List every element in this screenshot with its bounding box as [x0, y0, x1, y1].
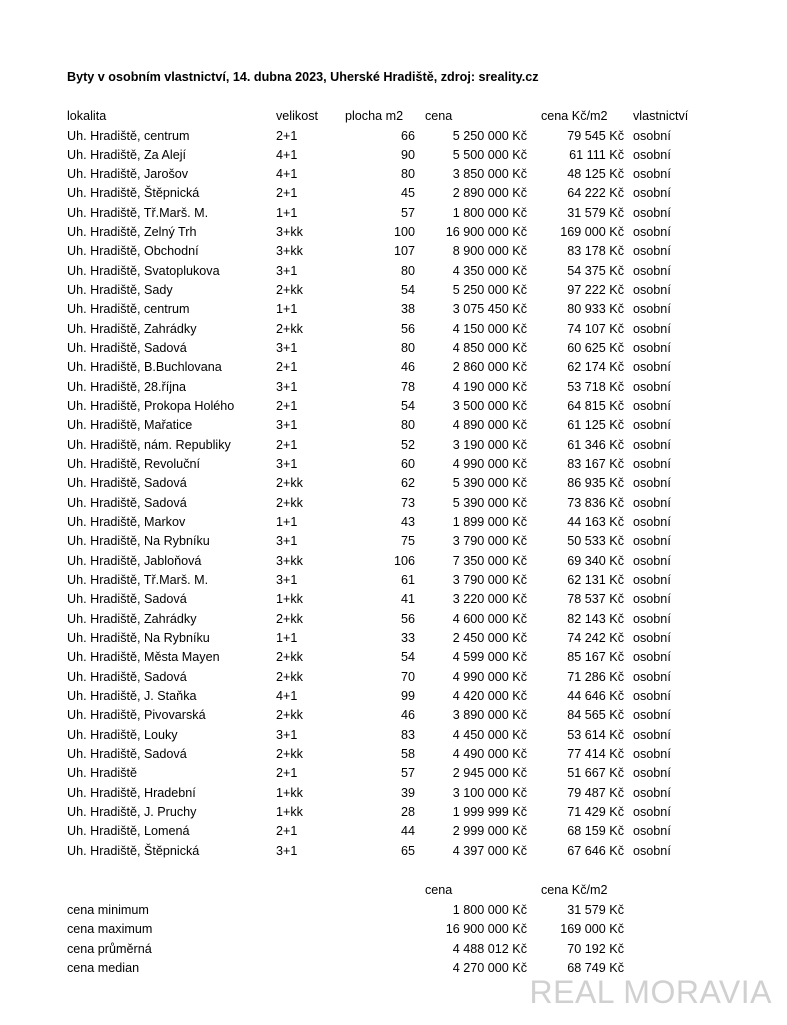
- table-row: [0, 455, 787, 474]
- cell-vlastnictvi: osobní: [633, 727, 671, 742]
- cell-cena: 4 397 000 Kč: [452, 843, 527, 858]
- cell-cena: 4 599 000 Kč: [452, 650, 527, 665]
- cell-cena-m2: 61 111 Kč: [569, 147, 624, 162]
- cell-velikost: 2+1: [276, 824, 298, 839]
- cell-cena-m2: 82 143 Kč: [567, 611, 624, 626]
- cell-cena-m2: 97 222 Kč: [567, 283, 624, 298]
- cell-lokalita: Uh. Hradiště, Markov: [67, 515, 186, 530]
- cell-vlastnictvi: osobní: [633, 824, 671, 839]
- cell-plocha: 44: [400, 824, 415, 839]
- table-row: [0, 532, 787, 551]
- cell-velikost: 2+kk: [276, 708, 303, 723]
- cell-lokalita: Uh. Hradiště: [67, 766, 137, 781]
- cell-vlastnictvi: osobní: [633, 283, 671, 298]
- cell-plocha: 66: [400, 128, 415, 143]
- cell-lokalita: Uh. Hradiště, J. Staňka: [67, 689, 197, 704]
- cell-cena-m2: 79 487 Kč: [567, 785, 624, 800]
- cell-velikost: 3+1: [276, 534, 298, 549]
- cell-vlastnictvi: osobní: [633, 457, 671, 472]
- cell-cena-m2: 50 533 Kč: [567, 534, 624, 549]
- cell-lokalita: Uh. Hradiště, Sadová: [67, 747, 187, 762]
- table-row: [0, 378, 787, 397]
- cell-plocha: 107: [393, 244, 415, 259]
- cell-plocha: 61: [400, 573, 415, 588]
- summary-cena: 1 800 000 Kč: [452, 903, 527, 917]
- cell-plocha: 39: [400, 785, 415, 800]
- cell-velikost: 2+kk: [276, 611, 303, 626]
- summary-row: [0, 940, 787, 959]
- cell-lokalita: Uh. Hradiště, Jarošov: [67, 167, 189, 182]
- cell-velikost: 2+kk: [276, 495, 303, 510]
- table-row: [0, 397, 787, 416]
- cell-vlastnictvi: osobní: [633, 747, 671, 762]
- cell-cena-m2: 84 565 Kč: [567, 708, 624, 723]
- table-row: [0, 687, 787, 706]
- cell-lokalita: Uh. Hradiště, Sadová: [67, 495, 187, 510]
- cell-cena-m2: 31 579 Kč: [567, 205, 624, 220]
- cell-cena: 3 890 000 Kč: [452, 708, 527, 723]
- cell-vlastnictvi: osobní: [633, 186, 671, 201]
- cell-cena-m2: 79 545 Kč: [567, 128, 624, 143]
- cell-velikost: 2+kk: [276, 747, 303, 762]
- cell-vlastnictvi: osobní: [633, 167, 671, 182]
- page-title: Byty v osobním vlastnictví, 14. dubna 2023, Uherské Hradiště, zdroj: sreality.cz: [67, 70, 539, 84]
- cell-cena: 8 900 000 Kč: [452, 244, 527, 259]
- cell-lokalita: Uh. Hradiště, Pivovarská: [67, 708, 206, 723]
- summary-row: [0, 920, 787, 939]
- cell-cena: 4 990 000 Kč: [452, 669, 527, 684]
- table-row: [0, 281, 787, 300]
- cell-lokalita: Uh. Hradiště, Tř.Marš. M.: [67, 205, 209, 220]
- cell-velikost: 2+kk: [276, 321, 303, 336]
- cell-cena: 4 350 000 Kč: [452, 263, 527, 278]
- cell-cena-m2: 51 667 Kč: [567, 766, 624, 781]
- cell-plocha: 65: [400, 843, 415, 858]
- cell-plocha: 56: [400, 611, 415, 626]
- cell-plocha: 58: [400, 747, 415, 762]
- cell-plocha: 45: [400, 186, 415, 201]
- cell-velikost: 3+kk: [276, 244, 303, 259]
- cell-vlastnictvi: osobní: [633, 515, 671, 530]
- cell-lokalita: Uh. Hradiště, Mařatice: [67, 418, 193, 433]
- cell-cena: 4 420 000 Kč: [452, 689, 527, 704]
- cell-lokalita: Uh. Hradiště, Na Rybníku: [67, 631, 210, 646]
- cell-cena-m2: 74 107 Kč: [567, 321, 624, 336]
- cell-lokalita: Uh. Hradiště, Jabloňová: [67, 553, 202, 568]
- table-row: [0, 552, 787, 571]
- cell-cena: 3 850 000 Kč: [452, 167, 527, 182]
- cell-cena: 1 899 000 Kč: [452, 515, 527, 530]
- cell-lokalita: Uh. Hradiště, nám. Republiky: [67, 437, 231, 452]
- cell-cena-m2: 62 131 Kč: [567, 573, 624, 588]
- cell-vlastnictvi: osobní: [633, 244, 671, 259]
- cell-cena: 2 450 000 Kč: [452, 631, 527, 646]
- cell-lokalita: Uh. Hradiště, Sady: [67, 283, 173, 298]
- cell-cena-m2: 64 815 Kč: [567, 399, 624, 414]
- cell-plocha: 99: [400, 689, 415, 704]
- cell-velikost: 3+1: [276, 341, 298, 356]
- cell-vlastnictvi: osobní: [633, 650, 671, 665]
- summary-cena-m2: 70 192 Kč: [567, 941, 624, 956]
- summary-cena: 4 488 012 Kč: [452, 941, 527, 956]
- cell-vlastnictvi: osobní: [633, 553, 671, 568]
- cell-velikost: 2+1: [276, 360, 298, 375]
- cell-cena: 4 450 000 Kč: [452, 727, 527, 742]
- cell-plocha: 41: [400, 592, 415, 607]
- cell-velikost: 2+1: [276, 766, 298, 781]
- cell-velikost: 1+1: [276, 515, 298, 530]
- cell-velikost: 3+1: [276, 379, 298, 394]
- cell-cena: 1 800 000 Kč: [452, 205, 527, 220]
- table-row: [0, 146, 787, 165]
- cell-lokalita: Uh. Hradiště, Lomená: [67, 824, 190, 839]
- header-lokalita: lokalita: [67, 109, 107, 123]
- cell-cena: 2 890 000 Kč: [452, 186, 527, 201]
- cell-velikost: 2+1: [276, 437, 298, 452]
- cell-cena-m2: 67 646 Kč: [567, 843, 624, 858]
- cell-plocha: 52: [400, 437, 415, 452]
- cell-cena: 3 790 000 Kč: [452, 573, 527, 588]
- summary-cena-m2: 31 579 Kč: [567, 903, 624, 917]
- cell-velikost: 2+kk: [276, 650, 303, 665]
- cell-plocha: 46: [400, 360, 415, 375]
- cell-vlastnictvi: osobní: [633, 341, 671, 356]
- cell-lokalita: Uh. Hradiště, Zahrádky: [67, 611, 197, 626]
- cell-cena-m2: 83 167 Kč: [567, 457, 624, 472]
- cell-velikost: 3+kk: [276, 225, 303, 240]
- cell-velikost: 1+kk: [276, 785, 303, 800]
- cell-cena: 2 860 000 Kč: [452, 360, 527, 375]
- cell-cena-m2: 53 718 Kč: [567, 379, 624, 394]
- cell-cena: 16 900 000 Kč: [445, 225, 527, 240]
- cell-vlastnictvi: osobní: [633, 611, 671, 626]
- cell-velikost: 2+kk: [276, 669, 303, 684]
- summary-header-cena: cena: [425, 883, 453, 897]
- cell-plocha: 38: [400, 302, 415, 317]
- cell-lokalita: Uh. Hradiště, Sadová: [67, 476, 187, 491]
- cell-vlastnictvi: osobní: [633, 669, 671, 684]
- cell-lokalita: Uh. Hradiště, Louky: [67, 727, 178, 742]
- table-row: [0, 706, 787, 725]
- cell-velikost: 1+kk: [276, 592, 303, 607]
- cell-plocha: 80: [400, 341, 415, 356]
- cell-lokalita: Uh. Hradiště, Štěpnická: [67, 186, 200, 201]
- watermark: REAL MORAVIA: [529, 974, 772, 1010]
- cell-lokalita: Uh. Hradiště, Sadová: [67, 669, 187, 684]
- cell-cena-m2: 61 346 Kč: [567, 437, 624, 452]
- cell-cena-m2: 83 178 Kč: [567, 244, 624, 259]
- cell-vlastnictvi: osobní: [633, 437, 671, 452]
- cell-vlastnictvi: osobní: [633, 495, 671, 510]
- cell-cena-m2: 78 537 Kč: [567, 592, 624, 607]
- cell-vlastnictvi: osobní: [633, 785, 671, 800]
- cell-cena: 2 945 000 Kč: [452, 766, 527, 781]
- cell-cena: 4 190 000 Kč: [452, 379, 527, 394]
- cell-cena: 5 390 000 Kč: [452, 495, 527, 510]
- table-row: [0, 590, 787, 609]
- header-velikost: velikost: [276, 109, 318, 123]
- cell-cena: 4 890 000 Kč: [452, 418, 527, 433]
- cell-plocha: 57: [400, 205, 415, 220]
- table-row: [0, 610, 787, 629]
- cell-velikost: 1+1: [276, 302, 298, 317]
- cell-vlastnictvi: osobní: [633, 321, 671, 336]
- cell-cena-m2: 74 242 Kč: [567, 631, 624, 646]
- cell-velikost: 2+kk: [276, 283, 303, 298]
- table-row: [0, 474, 787, 493]
- cell-vlastnictvi: osobní: [633, 360, 671, 375]
- cell-lokalita: Uh. Hradiště, B.Buchlovana: [67, 360, 222, 375]
- cell-vlastnictvi: osobní: [633, 805, 671, 820]
- cell-plocha: 54: [400, 399, 415, 414]
- cell-velikost: 2+kk: [276, 476, 303, 491]
- cell-lokalita: Uh. Hradiště, Hradební: [67, 785, 196, 800]
- cell-plocha: 80: [400, 167, 415, 182]
- table-row: [0, 648, 787, 667]
- cell-plocha: 54: [400, 283, 415, 298]
- table-row: [0, 358, 787, 377]
- cell-vlastnictvi: osobní: [633, 766, 671, 781]
- cell-cena-m2: 48 125 Kč: [567, 167, 624, 182]
- cell-cena: 3 500 000 Kč: [452, 399, 527, 414]
- table-row: [0, 300, 787, 319]
- cell-plocha: 73: [400, 495, 415, 510]
- cell-vlastnictvi: osobní: [633, 147, 671, 162]
- cell-lokalita: Uh. Hradiště, Revoluční: [67, 457, 200, 472]
- cell-velikost: 3+1: [276, 727, 298, 742]
- summary-label: cena median: [67, 960, 140, 975]
- table-row: [0, 262, 787, 281]
- header-cena-m2: cena Kč/m2: [541, 109, 608, 123]
- cell-lokalita: Uh. Hradiště, Sadová: [67, 341, 187, 356]
- cell-cena: 4 490 000 Kč: [452, 747, 527, 762]
- cell-vlastnictvi: osobní: [633, 843, 671, 858]
- cell-cena-m2: 77 414 Kč: [567, 747, 624, 762]
- cell-lokalita: Uh. Hradiště, Obchodní: [67, 244, 199, 259]
- cell-velikost: 2+1: [276, 186, 298, 201]
- cell-cena: 4 600 000 Kč: [452, 611, 527, 626]
- cell-vlastnictvi: osobní: [633, 573, 671, 588]
- cell-lokalita: Uh. Hradiště, 28.října: [67, 379, 186, 394]
- table-row: [0, 571, 787, 590]
- cell-cena-m2: 61 125 Kč: [567, 418, 624, 433]
- table-row: [0, 436, 787, 455]
- cell-velikost: 3+1: [276, 573, 298, 588]
- cell-vlastnictvi: osobní: [633, 534, 671, 549]
- cell-cena-m2: 73 836 Kč: [567, 495, 624, 510]
- cell-cena-m2: 85 167 Kč: [567, 650, 624, 665]
- summary-header-cena-m2: cena Kč/m2: [541, 883, 608, 897]
- table-row: [0, 339, 787, 358]
- table-row: [0, 165, 787, 184]
- cell-lokalita: Uh. Hradiště, centrum: [67, 128, 190, 143]
- cell-cena-m2: 53 614 Kč: [567, 727, 624, 742]
- cell-vlastnictvi: osobní: [633, 128, 671, 143]
- summary-header-row: [0, 881, 787, 900]
- table-row: [0, 127, 787, 146]
- cell-lokalita: Uh. Hradiště, Zelný Trh: [67, 225, 197, 240]
- cell-plocha: 90: [400, 147, 415, 162]
- cell-vlastnictvi: osobní: [633, 263, 671, 278]
- cell-cena-m2: 44 646 Kč: [567, 689, 624, 704]
- cell-cena-m2: 71 286 Kč: [567, 669, 624, 684]
- table-row: [0, 629, 787, 648]
- summary-label: cena minimum: [67, 903, 149, 917]
- cell-cena: 3 075 450 Kč: [452, 302, 527, 317]
- cell-lokalita: Uh. Hradiště, Prokopa Holého: [67, 399, 235, 414]
- cell-velikost: 1+1: [276, 205, 298, 220]
- cell-velikost: 4+1: [276, 167, 298, 182]
- cell-plocha: 70: [400, 669, 415, 684]
- header-vlastnictvi: vlastnictví: [633, 109, 689, 123]
- cell-velikost: 3+1: [276, 457, 298, 472]
- header-plocha: plocha m2: [345, 109, 404, 123]
- summary-cena: 4 270 000 Kč: [452, 960, 527, 975]
- cell-velikost: 1+1: [276, 631, 298, 646]
- cell-cena: 4 850 000 Kč: [452, 341, 527, 356]
- cell-vlastnictvi: osobní: [633, 689, 671, 704]
- cell-cena-m2: 64 222 Kč: [567, 186, 624, 201]
- cell-vlastnictvi: osobní: [633, 708, 671, 723]
- cell-velikost: 1+kk: [276, 805, 303, 820]
- cell-velikost: 2+1: [276, 128, 298, 143]
- table-row: [0, 842, 787, 861]
- table-row: [0, 822, 787, 841]
- table-header-row: [0, 107, 787, 126]
- cell-cena-m2: 69 340 Kč: [567, 553, 624, 568]
- cell-velikost: 4+1: [276, 147, 298, 162]
- cell-plocha: 106: [393, 553, 415, 568]
- table-row: [0, 223, 787, 242]
- cell-lokalita: Uh. Hradiště, Zahrádky: [67, 321, 197, 336]
- header-cena: cena: [425, 109, 453, 123]
- summary-cena-m2: 169 000 Kč: [560, 922, 624, 937]
- summary-label: cena maximum: [67, 922, 153, 937]
- cell-cena-m2: 68 159 Kč: [567, 824, 624, 839]
- cell-vlastnictvi: osobní: [633, 225, 671, 240]
- cell-vlastnictvi: osobní: [633, 399, 671, 414]
- table-row: [0, 803, 787, 822]
- cell-plocha: 100: [393, 225, 415, 240]
- cell-plocha: 54: [400, 650, 415, 665]
- cell-vlastnictvi: osobní: [633, 302, 671, 317]
- cell-cena-m2: 54 375 Kč: [567, 263, 624, 278]
- cell-plocha: 43: [400, 515, 415, 530]
- cell-lokalita: Uh. Hradiště, Svatoplukova: [67, 263, 220, 278]
- cell-cena: 1 999 999 Kč: [452, 805, 527, 820]
- cell-plocha: 33: [400, 631, 415, 646]
- table-row: [0, 513, 787, 532]
- cell-lokalita: Uh. Hradiště, Na Rybníku: [67, 534, 210, 549]
- summary-row: [0, 901, 787, 920]
- cell-cena-m2: 60 625 Kč: [567, 341, 624, 356]
- cell-cena-m2: 44 163 Kč: [567, 515, 624, 530]
- table-row: [0, 745, 787, 764]
- cell-velikost: 3+kk: [276, 553, 303, 568]
- cell-cena-m2: 169 000 Kč: [560, 225, 624, 240]
- cell-cena: 3 100 000 Kč: [452, 785, 527, 800]
- table-row: [0, 184, 787, 203]
- table-row: [0, 668, 787, 687]
- cell-velikost: 3+1: [276, 843, 298, 858]
- cell-cena: 5 250 000 Kč: [452, 128, 527, 143]
- cell-lokalita: Uh. Hradiště, Za Alejí: [67, 147, 186, 162]
- cell-plocha: 80: [400, 263, 415, 278]
- table-row: [0, 494, 787, 513]
- table-row: [0, 242, 787, 261]
- cell-lokalita: Uh. Hradiště, centrum: [67, 302, 190, 317]
- cell-cena: 5 500 000 Kč: [452, 147, 527, 162]
- cell-cena-m2: 80 933 Kč: [567, 302, 624, 317]
- cell-plocha: 56: [400, 321, 415, 336]
- cell-cena: 3 790 000 Kč: [452, 534, 527, 549]
- cell-vlastnictvi: osobní: [633, 379, 671, 394]
- table-row: [0, 204, 787, 223]
- cell-cena: 4 990 000 Kč: [452, 457, 527, 472]
- cell-lokalita: Uh. Hradiště, Tř.Marš. M.: [67, 573, 209, 588]
- cell-vlastnictvi: osobní: [633, 476, 671, 491]
- table-row: [0, 416, 787, 435]
- cell-lokalita: Uh. Hradiště, Sadová: [67, 592, 187, 607]
- cell-plocha: 78: [400, 379, 415, 394]
- cell-velikost: 2+1: [276, 399, 298, 414]
- cell-cena-m2: 62 174 Kč: [567, 360, 624, 375]
- table-row: [0, 726, 787, 745]
- cell-vlastnictvi: osobní: [633, 205, 671, 220]
- cell-velikost: 3+1: [276, 418, 298, 433]
- cell-lokalita: Uh. Hradiště, J. Pruchy: [67, 805, 197, 820]
- cell-vlastnictvi: osobní: [633, 418, 671, 433]
- cell-plocha: 75: [400, 534, 415, 549]
- cell-cena: 4 150 000 Kč: [452, 321, 527, 336]
- cell-lokalita: Uh. Hradiště, Města Mayen: [67, 650, 220, 665]
- summary-cena: 16 900 000 Kč: [445, 922, 527, 937]
- cell-vlastnictvi: osobní: [633, 631, 671, 646]
- cell-cena: 5 390 000 Kč: [452, 476, 527, 491]
- cell-lokalita: Uh. Hradiště, Štěpnická: [67, 843, 200, 858]
- cell-cena: 3 190 000 Kč: [452, 437, 527, 452]
- table-row: [0, 320, 787, 339]
- cell-cena-m2: 71 429 Kč: [567, 805, 624, 820]
- cell-plocha: 28: [400, 805, 415, 820]
- cell-cena-m2: 86 935 Kč: [567, 476, 624, 491]
- cell-plocha: 46: [400, 708, 415, 723]
- cell-cena: 3 220 000 Kč: [452, 592, 527, 607]
- summary-label: cena průměrná: [67, 941, 152, 956]
- cell-cena: 7 350 000 Kč: [452, 553, 527, 568]
- cell-cena: 2 999 000 Kč: [452, 824, 527, 839]
- cell-velikost: 3+1: [276, 263, 298, 278]
- cell-plocha: 83: [400, 727, 415, 742]
- cell-vlastnictvi: osobní: [633, 592, 671, 607]
- cell-cena: 5 250 000 Kč: [452, 283, 527, 298]
- cell-plocha: 57: [400, 766, 415, 781]
- table-row: [0, 764, 787, 783]
- cell-plocha: 60: [400, 457, 415, 472]
- cell-velikost: 4+1: [276, 689, 298, 704]
- cell-plocha: 62: [400, 476, 415, 491]
- cell-plocha: 80: [400, 418, 415, 433]
- table-row: [0, 784, 787, 803]
- summary-cena-m2: 68 749 Kč: [567, 960, 624, 975]
